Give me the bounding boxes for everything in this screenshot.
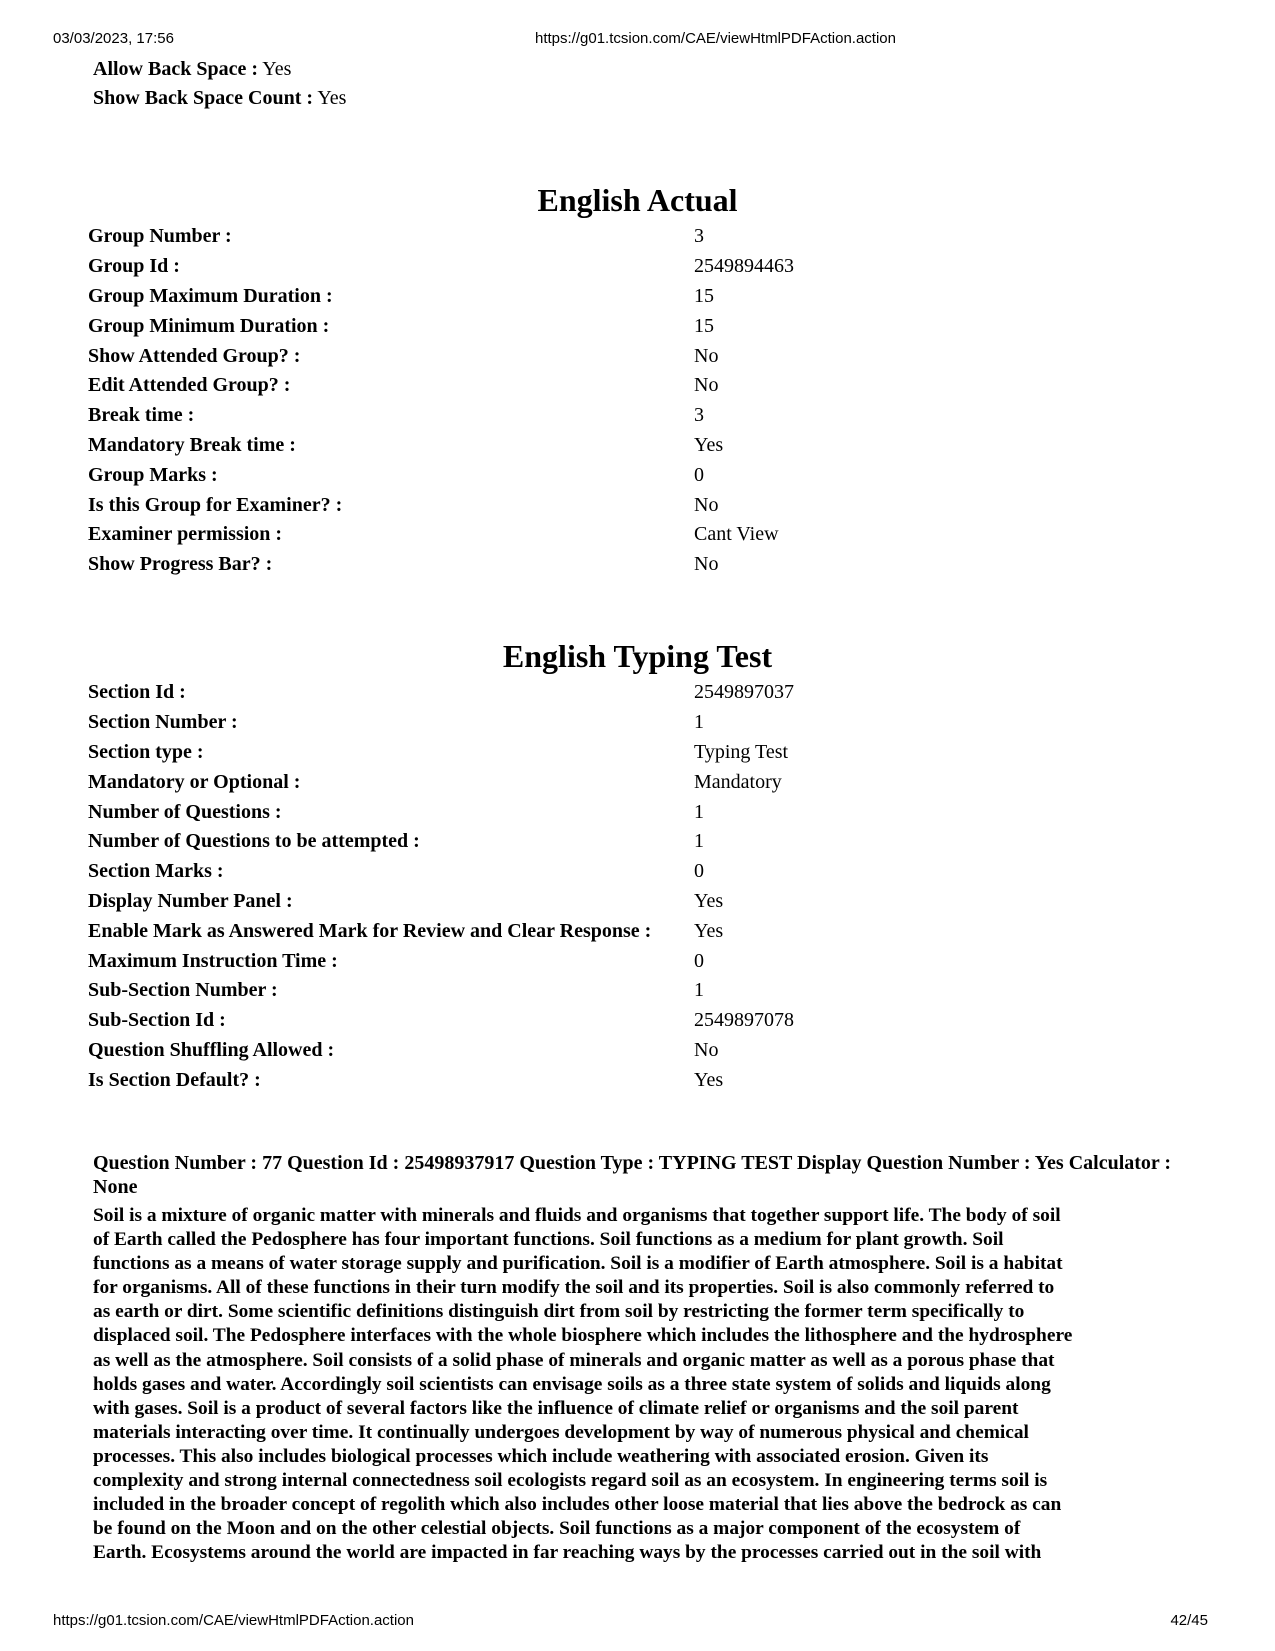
- field-value: Mandatory: [694, 770, 782, 793]
- passage-line: included in the broader concept of regolith which also includes other loose material that lies above the bedrock as can: [93, 1494, 1062, 1516]
- field-label: Break time :: [88, 404, 195, 427]
- section-detail-row: [88, 857, 1188, 887]
- section-detail-row: [88, 946, 1188, 976]
- field-label: Examiner permission :: [88, 523, 283, 546]
- field-label: Group Marks :: [88, 463, 218, 486]
- field-value: No: [694, 374, 719, 397]
- field-label: Section Marks :: [88, 860, 224, 883]
- field-value: Cant View: [694, 523, 779, 546]
- field-value: 2549897037: [694, 681, 794, 704]
- field-value: Typing Test: [694, 740, 789, 763]
- section-detail-row: [88, 1006, 1188, 1036]
- allow-backspace-value: Yes: [262, 58, 292, 80]
- show-backspace-count-value: Yes: [317, 87, 347, 109]
- field-value: 0: [694, 949, 704, 972]
- field-value: 15: [694, 314, 714, 337]
- section-detail-row: [88, 916, 1188, 946]
- section-detail-row: [88, 887, 1188, 917]
- group-detail-row: [88, 371, 1188, 401]
- group-detail-row: [88, 550, 1188, 580]
- field-value: 1: [694, 711, 704, 734]
- group-detail-row: [88, 460, 1188, 490]
- field-value: Yes: [694, 433, 724, 456]
- passage-line: materials interacting over time. It continually undergoes development by way of numerous physical and chemical: [93, 1421, 1029, 1443]
- passage-line: for organisms. All of these functions in their turn modify the soil and its properties. Soil is also commonly referred to: [93, 1277, 1055, 1299]
- section-detail-row: [88, 738, 1188, 768]
- group-detail-row: [88, 222, 1188, 252]
- field-label: Is this Group for Examiner? :: [88, 493, 343, 516]
- field-label: Sub-Section Id :: [88, 1009, 226, 1032]
- field-label: Display Number Panel :: [88, 889, 293, 912]
- section-detail-row: [88, 976, 1188, 1006]
- print-datetime: 03/03/2023, 17:56: [53, 30, 174, 47]
- field-value: 2549894463: [694, 255, 794, 278]
- group-detail-row: [88, 252, 1188, 282]
- field-label: Section Id :: [88, 681, 186, 704]
- section-detail-row: [88, 708, 1188, 738]
- group-detail-row: [88, 520, 1188, 550]
- question-passage: [93, 1204, 1203, 1565]
- field-label: Group Minimum Duration :: [88, 314, 330, 337]
- field-label: Section type :: [88, 740, 204, 763]
- section-details-table: [88, 678, 1188, 1095]
- field-label: Edit Attended Group? :: [88, 374, 291, 397]
- field-label: Sub-Section Number :: [88, 979, 278, 1002]
- field-label: Group Maximum Duration :: [88, 284, 333, 307]
- field-value: 2549897078: [694, 1009, 794, 1032]
- print-footer: [53, 1612, 1222, 1632]
- field-value: 3: [694, 225, 704, 248]
- field-value: 0: [694, 860, 704, 883]
- passage-line: be found on the Moon and on the other celestial objects. Soil functions as a major component of the ecosystem of: [93, 1518, 1021, 1540]
- allow-backspace-label: Allow Back Space :: [93, 58, 258, 80]
- footer-url: https://g01.tcsion.com/CAE/viewHtmlPDFAction.action: [53, 1612, 414, 1629]
- field-value: 1: [694, 979, 704, 1002]
- field-value: Yes: [694, 889, 724, 912]
- field-value: Yes: [694, 919, 724, 942]
- passage-line: complexity and strong internal connectedness soil ecologists regard soil as an ecosystem. In engineering terms soil is: [93, 1470, 1048, 1492]
- field-value: 1: [694, 830, 704, 853]
- page-number: 42/45: [1170, 1612, 1208, 1629]
- field-value: No: [694, 344, 719, 367]
- field-label: Group Id :: [88, 255, 180, 278]
- field-label: Question Shuffling Allowed :: [88, 1038, 335, 1061]
- field-label: Mandatory Break time :: [88, 433, 296, 456]
- field-label: Maximum Instruction Time :: [88, 949, 338, 972]
- group-detail-row: [88, 490, 1188, 520]
- field-label: Number of Questions :: [88, 800, 282, 823]
- group-detail-row: [88, 401, 1188, 431]
- field-value: 1: [694, 800, 704, 823]
- field-label: Number of Questions to be attempted :: [88, 830, 420, 853]
- section-detail-row: [88, 678, 1188, 708]
- section-detail-row: [88, 827, 1188, 857]
- question-header: Question Number : 77 Question Id : 25498937917 Question Type : TYPING TEST Display Question Number : Yes Calculator : None: [93, 1152, 1172, 1198]
- passage-line: Earth. Ecosystems around the world are impacted in far reaching ways by the processes carried out in the soil with: [93, 1542, 1042, 1564]
- passage-line: as well as the atmosphere. Soil consists of a solid phase of minerals and organic matter as well as a porous phase that: [93, 1349, 1055, 1371]
- section-detail-row: [88, 767, 1188, 797]
- print-header: [53, 30, 1222, 50]
- group-details-table: [88, 222, 1188, 580]
- field-label: Group Number :: [88, 225, 232, 248]
- group-detail-row: [88, 431, 1188, 461]
- field-value: 15: [694, 284, 714, 307]
- field-value: No: [694, 1038, 719, 1061]
- section-detail-row: [88, 1065, 1188, 1095]
- passage-line: holds gases and water. Accordingly soil scientists can envisage soils as a three state system of solids and liquids along: [93, 1373, 1051, 1395]
- field-label: Is Section Default? :: [88, 1068, 261, 1091]
- passage-line: as earth or dirt. Some scientific definitions distinguish dirt from soil by restricting the former term specifically to: [93, 1301, 1025, 1323]
- passage-line: Soil is a mixture of organic matter with minerals and fluids and organisms that together support life. The body of soil: [93, 1205, 1061, 1226]
- passage-line: displaced soil. The Pedosphere interfaces with the whole biosphere which includes the lithosphere and the hydrosphere: [93, 1325, 1073, 1347]
- show-backspace-count-row: [93, 84, 346, 113]
- section-detail-row: [88, 1036, 1188, 1066]
- passage-line: processes. This also includes biological processes which include weathering with associated erosion. Given its: [93, 1445, 989, 1467]
- group-detail-row: [88, 282, 1188, 312]
- field-label: Mandatory or Optional :: [88, 770, 301, 793]
- field-label: Enable Mark as Answered Mark for Review and Clear Response :: [88, 919, 652, 942]
- field-value: No: [694, 553, 719, 576]
- section-detail-row: [88, 797, 1188, 827]
- allow-backspace-row: [93, 55, 291, 84]
- section-title: English Typing Test: [502, 638, 773, 674]
- field-value: 3: [694, 404, 704, 427]
- field-value: Yes: [694, 1068, 724, 1091]
- show-backspace-count-label: Show Back Space Count :: [93, 87, 314, 109]
- passage-line: functions as a means of water storage supply and purification. Soil is a modifier of Earth atmosphere. Soil is a habitat: [93, 1253, 1063, 1275]
- field-label: Show Attended Group? :: [88, 344, 301, 367]
- field-value: 0: [694, 463, 704, 486]
- group-title: English Actual: [537, 182, 738, 218]
- group-detail-row: [88, 341, 1188, 371]
- field-label: Show Progress Bar? :: [88, 553, 273, 576]
- group-detail-row: [88, 311, 1188, 341]
- field-value: No: [694, 493, 719, 516]
- passage-line: of Earth called the Pedosphere has four important functions. Soil functions as a medium for plant growth. Soil: [93, 1229, 1004, 1251]
- field-label: Section Number :: [88, 711, 238, 734]
- print-url: https://g01.tcsion.com/CAE/viewHtmlPDFAction.action: [535, 30, 896, 47]
- passage-line: with gases. Soil is a product of several factors like the influence of climate relief or organisms and the soil parent: [93, 1397, 1019, 1419]
